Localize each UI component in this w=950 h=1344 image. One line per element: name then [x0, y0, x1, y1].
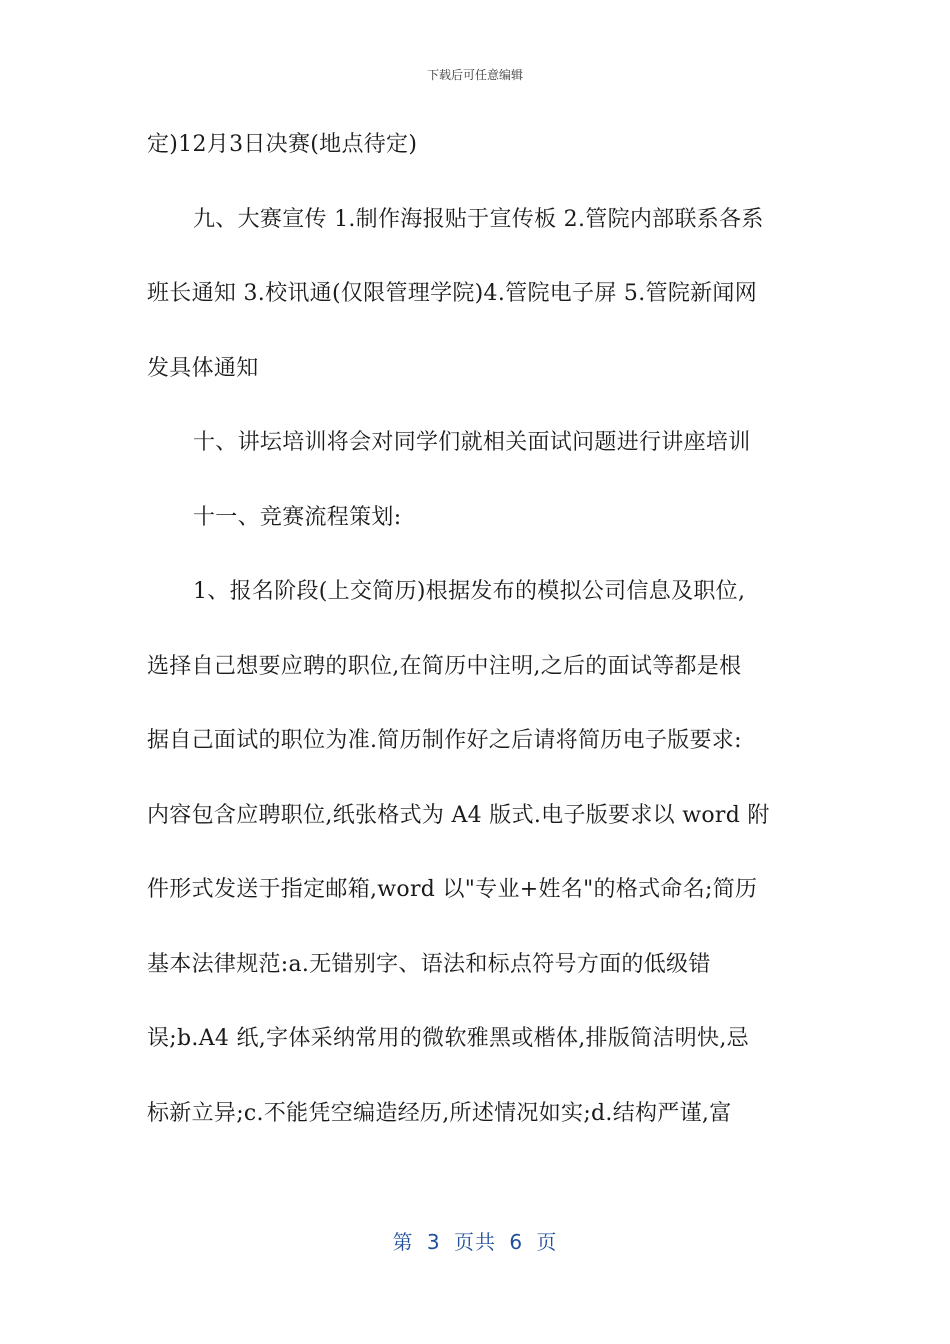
text-line: 基本法律规范:a.无错别字、语法和标点符号方面的低级错	[147, 951, 711, 977]
text-line: 据自己面试的职位为准.简历制作好之后请将简历电子版要求:	[147, 728, 742, 753]
document-body	[147, 122, 807, 1165]
text-line: 选择自己想要应聘的职位,在简历中注明,之后的面试等都是根	[147, 653, 742, 679]
text-line: 发具体通知	[147, 355, 259, 381]
text-line: 九、大赛宣传 1.制作海报贴于宣传板 2.管院内部联系各系	[193, 206, 764, 232]
text-line: 标新立异;c.不能凭空编造经历,所述情况如实;d.结构严谨,富	[147, 1100, 732, 1126]
text-line: 误;b.A4 纸,字体采纳常用的微软雅黑或楷体,排版简洁明快,忌	[147, 1026, 749, 1051]
header-note: 下载后可任意编辑	[426, 68, 523, 82]
text-line: 内容包含应聘职位,纸张格式为 A4 版式.电子版要求以 word 附	[147, 802, 770, 828]
text-line: 十一、竞赛流程策划:	[193, 504, 402, 530]
text-line: 件形式发送于指定邮箱,word 以"专业+姓名"的格式命名;简历	[147, 877, 758, 902]
text-line: 十、讲坛培训将会对同学们就相关面试问题进行讲座培训	[193, 430, 751, 455]
text-line: 班长通知 3.校讯通(仅限管理学院)4.管院电子屏 5.管院新闻网	[147, 281, 758, 306]
text-line: 定)12月3日决赛(地点待定)	[147, 132, 418, 157]
text-line: 1、报名阶段(上交简历)根据发布的模拟公司信息及职位,	[193, 579, 746, 604]
page-number: 第 3 页共 6 页	[392, 1230, 558, 1254]
